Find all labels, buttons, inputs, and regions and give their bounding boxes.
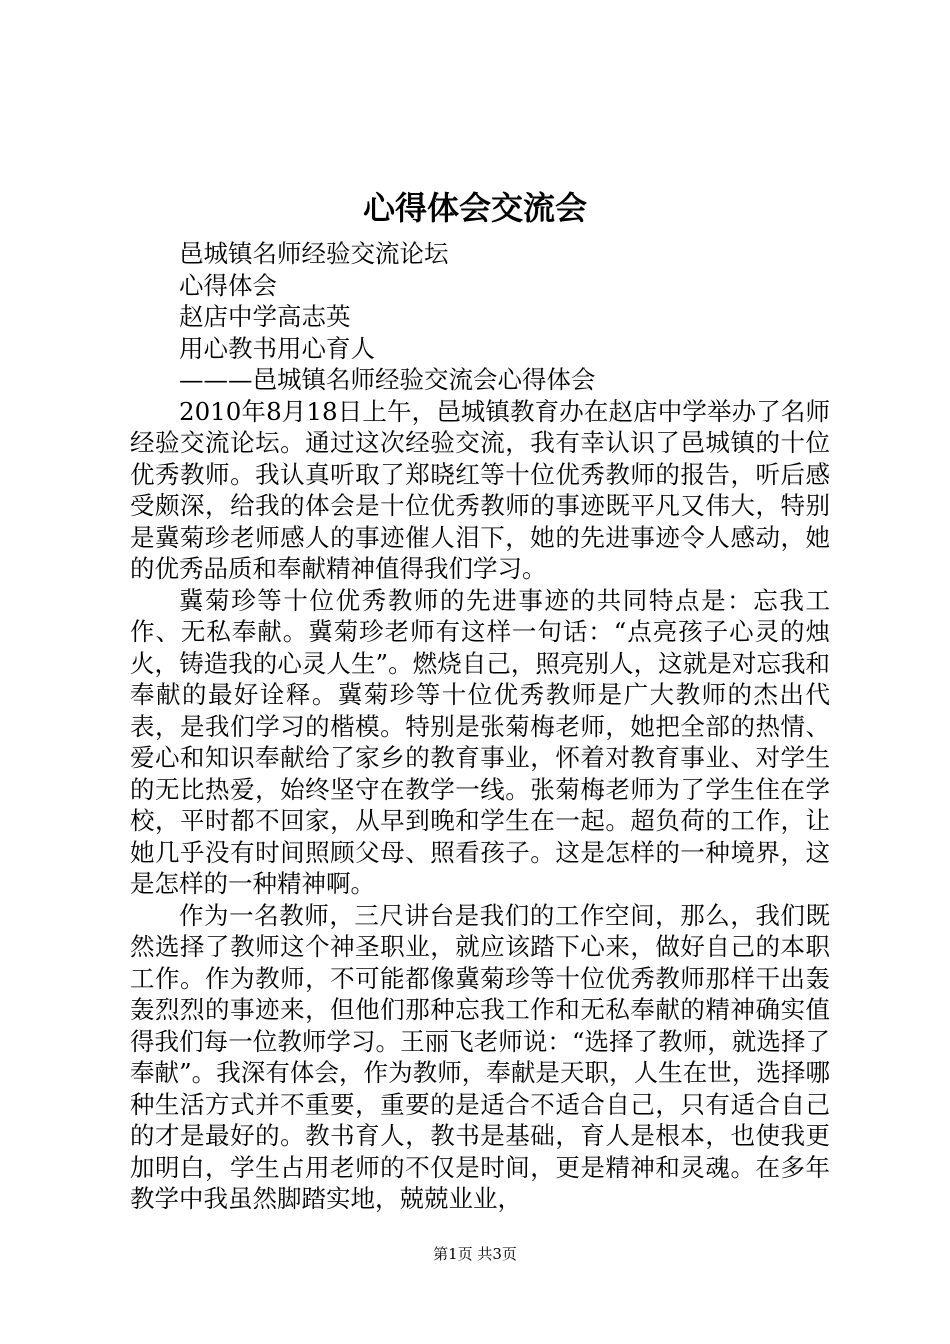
section-label-line: 心得体会 [179, 270, 277, 300]
document-body [130, 238, 830, 1215]
page-number-footer: 第1页 共3页 [433, 1245, 517, 1263]
essay-subtitle-line: ———邑城镇名师经验交流会心得体会 [179, 365, 596, 394]
body-paragraph: 作为一名教师，三尺讲台是我们的工作空间，那么，我们既然选择了教师这个神圣职业，就应该踏下心来，做好自己的本职工作。作为教师，不可能都像冀菊珍等十位优秀教师那样干出轰轰烈烈的事迹来，但他们那种忘我工作和无私奉献的精神确实值得我们每一位教师学习。王丽飞老师说：“选择了教师，就选择了奉献”。我深有体会，作为教师，奉献是天职，人生在世，选择哪种生活方式并不重要，重要的是适合不适合自己，只有适合自己的才是最好的。教书育人，教书是基础，育人是根本，也使我更加明白，学生占用老师的不仅是时间，更是精神和灵魂。在多年教学中我虽然脚踏实地，兢兢业业， [130, 900, 830, 1213]
body-paragraph: 2010年8月18日上午，邑城镇教育办在赵店中学举办了名师经验交流论坛。通过这次经验交流，我有幸认识了邑城镇的十位优秀教师。我认真听取了郑晓红等十位优秀教师的报告，听后感受颇深，给我的体会是十位优秀教师的事迹既平凡又伟大，特别是冀菊珍老师感人的事迹催人泪下，她的先进事迹令人感动，她的优秀品质和奉献精神值得我们学习。 [130, 396, 830, 583]
author-line: 赵店中学高志英 [179, 302, 351, 331]
body-paragraph: 冀菊珍等十位优秀教师的先进事迹的共同特点是：忘我工作、无私奉献。冀菊珍老师有这样一句话：“点亮孩子心灵的烛火，铸造我的心灵人生”。燃烧自己，照亮别人，这就是对忘我和奉献的最好诠释。冀菊珍等十位优秀教师是广大教师的杰出代表，是我们学习的楷模。特别是张菊梅老师，她把全部的热情、爱心和知识奉献给了家乡的教育事业，怀着对教育事业、对学生的无比热爱，始终坚守在教学一线。张菊梅老师为了学生住在学校，平时都不回家，从早到晚和学生在一起。超负荷的工作，让她几乎没有时间照顾父母、照看孩子。这是怎样的一种境界，这是怎样的一种精神啊。 [130, 585, 830, 898]
document-title: 心得体会交流会 [362, 189, 587, 227]
essay-title-line: 用心教书用心育人 [179, 333, 375, 363]
forum-name-line: 邑城镇名师经验交流论坛 [179, 239, 449, 268]
